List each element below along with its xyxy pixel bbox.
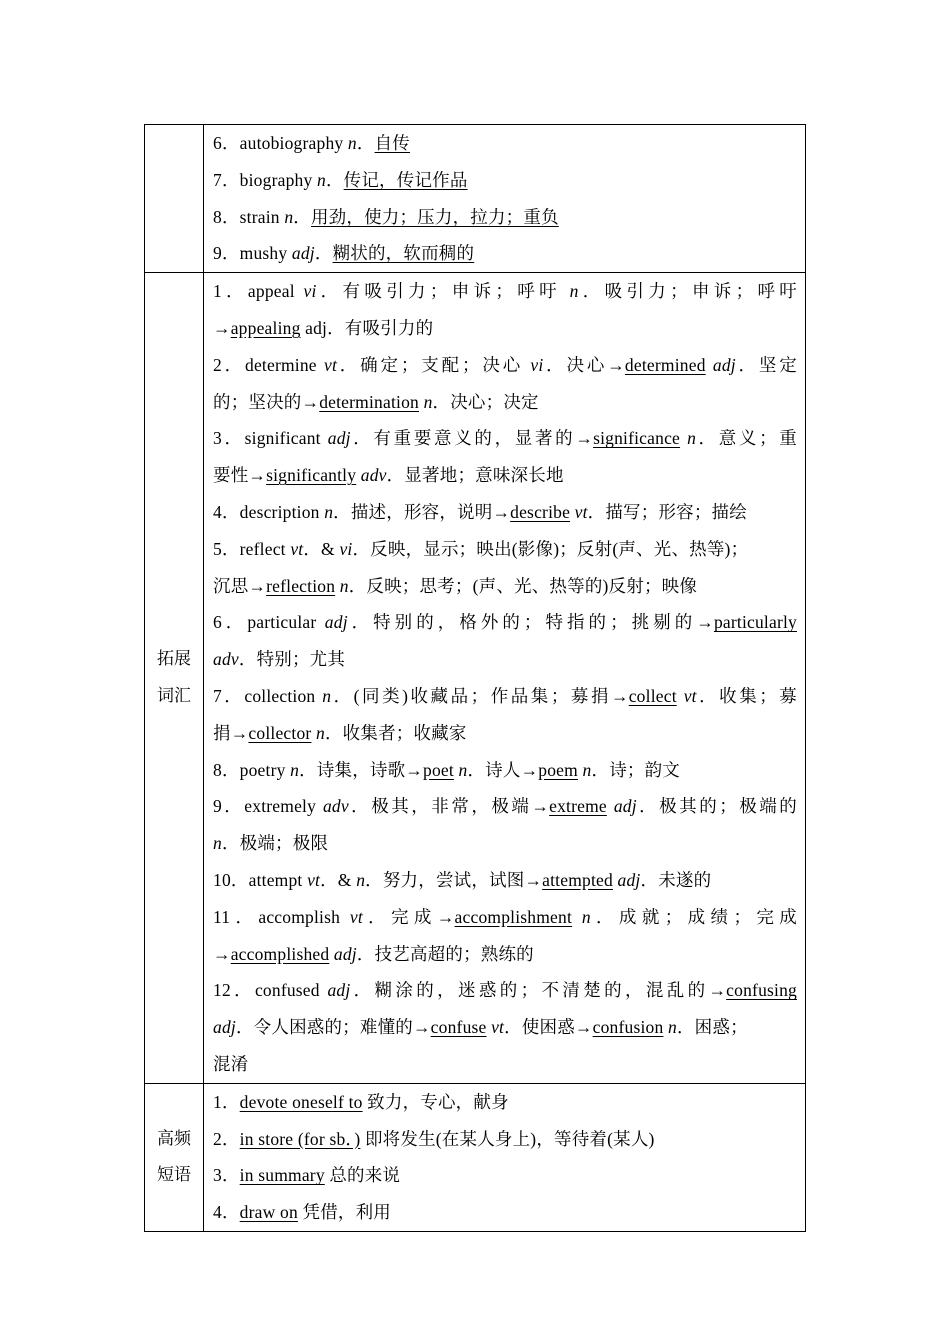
list-item: →appealing adj．有吸引力的 (213, 317, 434, 338)
list-item: 5．reflect vt．& vi．反映，显示；映出(影像)；反射(声、光、热等)； (213, 538, 749, 559)
section-label-line: 短语 (157, 1165, 191, 1186)
section-label-line: 词汇 (157, 685, 191, 706)
list-item: 3．in summary 总的来说 (213, 1165, 401, 1186)
section-label-extended (145, 273, 204, 1084)
list-item: adv．特别；尤其 (213, 649, 346, 670)
list-item: 11．accomplish vt．完成→accomplishment n．成就；成绩；完成 (213, 906, 797, 927)
list-item: 9．mushy adj．糊状的，软而稠的 (213, 243, 475, 264)
list-item: 7．biography n．传记，传记作品 (213, 169, 468, 190)
list-item: n．极端；极限 (213, 833, 329, 854)
list-item: 1．appeal vi．有吸引力；申诉；呼吁 n．吸引力；申诉；呼吁 (213, 281, 798, 302)
list-item: 4．draw on 凭借，利用 (213, 1202, 391, 1223)
list-item: 的；坚决的→determination n．决心；决定 (213, 391, 539, 412)
list-item: 8．poetry n．诗集，诗歌→poet n．诗人→poem n．诗；韵文 (213, 759, 680, 780)
section-phrases (145, 1083, 806, 1231)
core-words-list (204, 125, 806, 273)
extended-vocab-list (204, 273, 806, 1084)
list-item: 混淆 (213, 1053, 249, 1074)
list-item: 要性→significantly adv．显著地；意味深长地 (213, 465, 564, 486)
section-core-words (145, 125, 806, 273)
list-item: 10．attempt vt．& n．努力，尝试，试图→attempted adj．未遂的 (213, 869, 712, 890)
phrases-list (204, 1083, 806, 1231)
list-item: 沉思→reflection n．反映；思考；(声、光、热等的)反射；映像 (213, 575, 698, 596)
list-item: 3．significant adj．有重要意义的，显著的→significance n．意义；重 (213, 428, 798, 449)
list-item: 6．particular adj．特别的，格外的；特指的；挑剔的→particularly (213, 612, 797, 633)
list-item: 4．description n．描述，形容，说明→describe vt．描写；形容；描绘 (213, 501, 747, 522)
section-label-line: 高频 (157, 1128, 191, 1149)
list-item: 8．strain n．用劲，使力；压力，拉力；重负 (213, 206, 559, 227)
list-item: 9．extremely adv．极其，非常，极端→extreme adj．极其的；极端的 (213, 796, 798, 817)
list-item: 12．confused adj．糊涂的，迷惑的；不清楚的，混乱的→confusing (213, 980, 797, 1001)
section-label-line: 拓展 (157, 649, 191, 670)
list-item: 1．devote oneself to 致力，专心，献身 (213, 1091, 509, 1112)
list-item: adj．令人困惑的；难懂的→confuse vt．使困惑→confusion n．困惑； (213, 1017, 748, 1038)
list-item: →accomplished adj．技艺高超的；熟练的 (213, 943, 534, 964)
section-label-phrases (145, 1083, 204, 1231)
list-item: 2．in store (for sb．) 即将发生(在某人身上)，等待着(某人) (213, 1128, 655, 1149)
list-item: 捐→collector n．收集者；收藏家 (213, 722, 467, 743)
list-item: 2．determine vt．确定；支配；决心 vi．决心→determined adj．坚定 (213, 354, 798, 375)
section-label-empty (145, 125, 204, 273)
section-extended-vocab (145, 273, 806, 1084)
list-item: 6．autobiography n．自传 (213, 133, 410, 153)
vocabulary-table (144, 124, 806, 1232)
list-item: 7．collection n．(同类)收藏品；作品集；募捐→collect vt．收集；募 (213, 685, 797, 706)
